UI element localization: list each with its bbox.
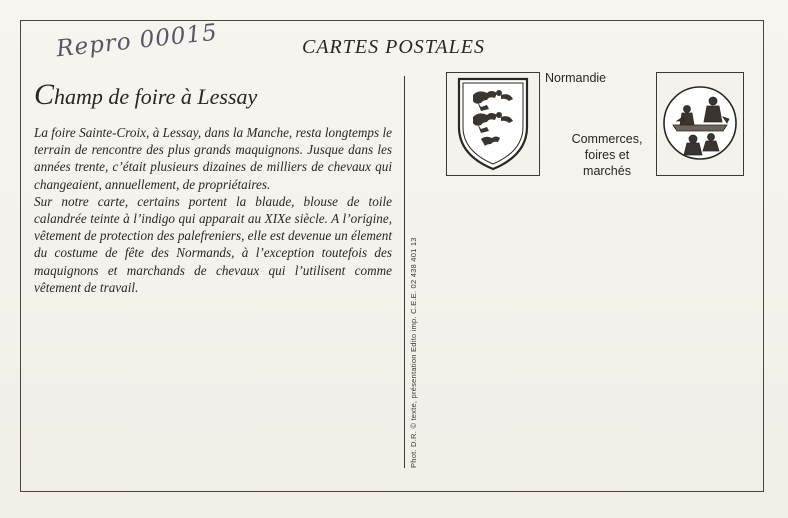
description-paragraph-2: Sur notre carte, certains portent la blaude, blouse de toile calandrée teinte à l’indigo qui apparait au XIXe siècle. A l’origine, vêtement de protection des palefreniers, elle est devenue un élement du costume de fête des Normands, à l’exception toutefois des maquignons et marchands de chevaux qui l’utilisent comme vêtement de travail. xyxy=(34,193,392,295)
description-text xyxy=(34,124,392,296)
normandy-coat-of-arms-icon xyxy=(447,73,539,175)
card-title-rest: hamp de foire à Lessay xyxy=(54,84,258,109)
handwritten-reference: Repro 00015 xyxy=(55,19,219,63)
stamp-normandie xyxy=(446,72,540,176)
stamp-label-line-2: foires et xyxy=(584,148,630,162)
photo-credit: Phot. D.R. © texte, présentation Edito imp. C.E.E. 02 438 401 13 xyxy=(409,237,418,468)
stamp-label-line-3: marchés xyxy=(583,164,631,178)
header-title: CARTES POSTALES xyxy=(302,36,485,58)
address-divider xyxy=(404,76,405,468)
stamp-label-normandie: Normandie xyxy=(545,71,607,85)
stamp-label-line-1: Commerces, xyxy=(571,132,643,146)
description-paragraph-1: La foire Sainte-Croix, à Lessay, dans la Manche, resta longtemps le terrain de rencontre des plus grands maquignons. Jusque dans les années trente, c’était plusieurs dizaines de milliers de chevaux qui changeaient, annuellement, de propriétaires. xyxy=(34,125,392,192)
card-title xyxy=(34,78,257,112)
market-scene-icon xyxy=(657,73,743,175)
stamp-commerces xyxy=(656,72,744,176)
stamp-label-commerces xyxy=(560,131,654,179)
card-title-initial: C xyxy=(34,78,55,111)
